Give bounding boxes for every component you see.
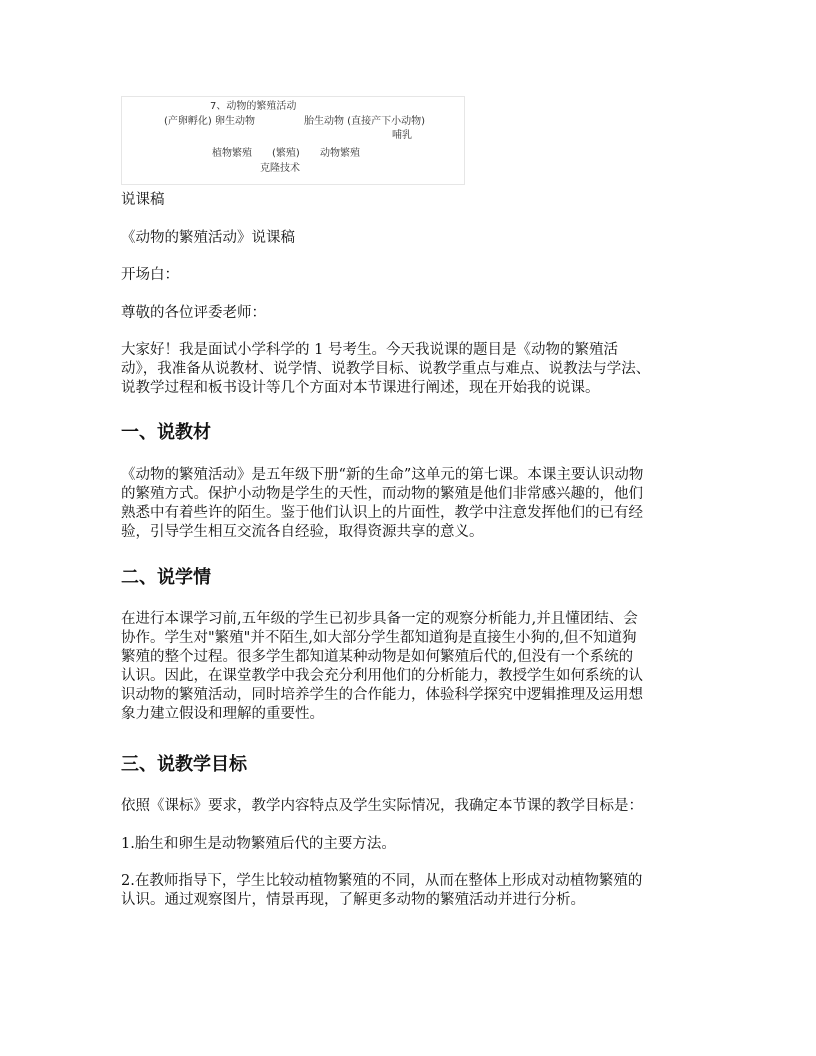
students-line: 繁殖的整个过程。很多学生都知道某种动物是如何繁殖后代的,但没有一个系统的 xyxy=(121,649,634,665)
intro-line: 说教学过程和板书设计等几个方面对本节课进行阐述，现在开始我的说课。 xyxy=(121,380,600,396)
goal-item-1: 1.胎生和卵生是动物繁殖后代的主要方法。 xyxy=(121,836,396,852)
board-animal-reproduction: 动物繁殖 xyxy=(320,148,360,159)
board-oviparous: (产卵孵化) 卵生动物 xyxy=(164,116,255,127)
intro-paragraph xyxy=(121,341,711,398)
section-heading-students: 二、说学情 xyxy=(121,567,211,588)
goals-intro: 依照《课标》要求，教学内容特点及学生实际情况，我确定本节课的教学目标是： xyxy=(121,798,643,814)
students-line: 象力建立假设和理解的重要性。 xyxy=(121,706,324,722)
goal-2-line: 2.在教师指导下，学生比较动植物繁殖的不同，从而在整体上形成对动植物繁殖的 xyxy=(121,873,643,889)
textbook-paragraph xyxy=(121,466,711,542)
students-paragraph xyxy=(121,610,711,724)
board-lactation: 哺乳 xyxy=(392,130,412,141)
blackboard-design-image xyxy=(121,96,465,185)
textbook-line: 验，引导学生相互交流各自经验，取得资源共享的意义。 xyxy=(121,524,484,540)
section-heading-goals: 三、说教学目标 xyxy=(121,754,247,775)
intro-line: 动》，我准备从说教材、说学情、说教学目标、说教学重点与难点、说教法与学法、 xyxy=(121,361,651,377)
board-plant-reproduction: 植物繁殖 xyxy=(212,148,252,159)
textbook-line: 熟悉中有着些许的陌生。鉴于他们认识上的片面性，教学中注意发挥他们的已有经 xyxy=(121,505,643,521)
students-line: 协作。学生对"繁殖"并不陌生,如大部分学生都知道狗是直接生小狗的,但不知道狗 xyxy=(121,630,637,646)
students-line: 识动物的繁殖活动，同时培养学生的合作能力，体验科学探究中逻辑推理及运用想 xyxy=(121,687,643,703)
textbook-line: 的繁殖方式。保护小动物是学生的天性，而动物的繁殖是他们非常感兴趣的，他们 xyxy=(121,486,643,502)
students-line: 在进行本课学习前,五年级的学生已初步具备一定的观察分析能力,并且懂团结、会 xyxy=(121,611,638,627)
students-line: 认识。因此，在课堂教学中我会充分利用他们的分析能力，教授学生如何系统的认 xyxy=(121,668,643,684)
opening-label: 开场白： xyxy=(121,267,179,283)
board-title: 7、动物的繁殖活动 xyxy=(210,101,297,112)
board-viviparous: 胎生动物 (直接产下小动物) xyxy=(304,116,425,127)
board-cloning: 克隆技术 xyxy=(260,163,300,174)
textbook-line: 《动物的繁殖活动》是五年级下册“新的生命”这单元的第七课。本课主要认识动物 xyxy=(121,467,644,483)
goal-item-2 xyxy=(121,872,711,910)
section-heading-textbook: 一、说教材 xyxy=(121,422,211,443)
board-reproduction: (繁殖) xyxy=(272,148,300,159)
goal-2-line: 认识。通过观察图片，情景再现，了解更多动物的繁殖活动并进行分析。 xyxy=(121,892,585,908)
doc-label: 说课稿 xyxy=(121,192,165,208)
doc-title: 《动物的繁殖活动》说课稿 xyxy=(121,230,295,246)
intro-line: 大家好！我是面试小学科学的 1 号考生。今天我说课的题目是《动物的繁殖活 xyxy=(121,342,618,358)
greeting: 尊敬的各位评委老师： xyxy=(121,305,266,321)
